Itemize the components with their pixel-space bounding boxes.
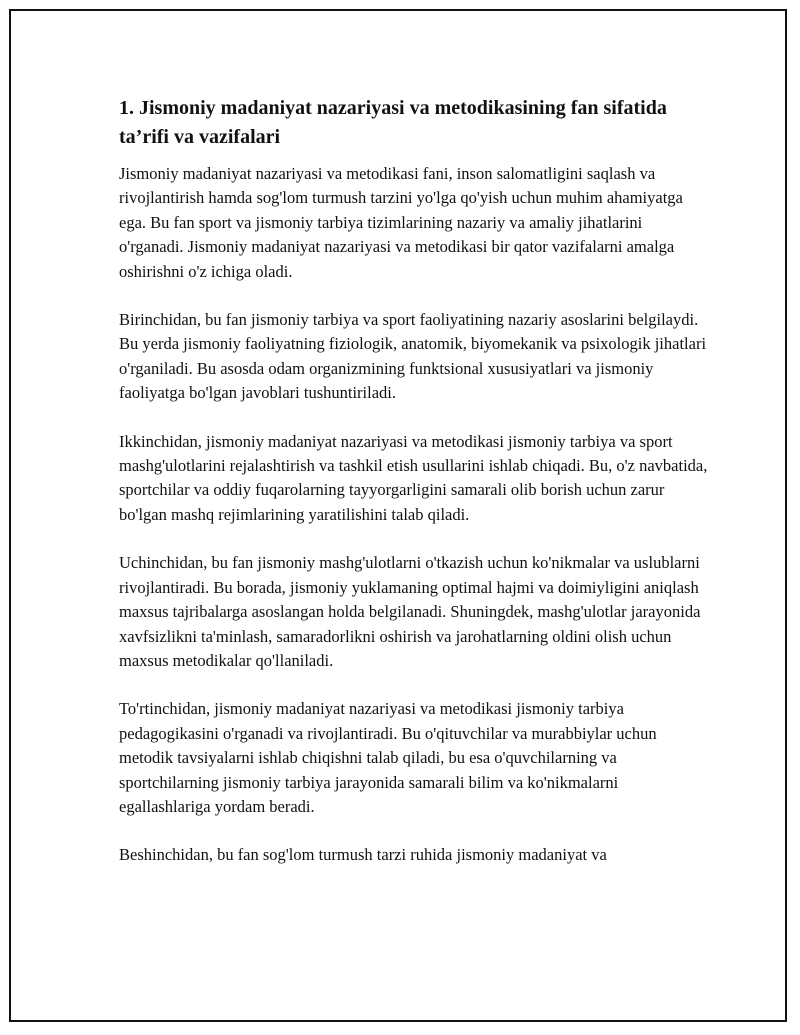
page-frame: [9, 9, 787, 1022]
paragraph-fifth: Beshinchidan, bu fan sog'lom turmush tarzi ruhida jismoniy madaniyat va: [119, 845, 607, 865]
paragraph-fourth: To'rtinchidan, jismoniy madaniyat nazariyasi va metodikasi jismoniy tarbiya pedagogikasini o'rganadi va rivojlantiradi. Bu o'qituvchilar va murabbiylar uchun metodik tavsiyalarni ishlab chiqishni talab qiladi, bu esa o'quvchilarning va sportchilarning jismoniy tarbiya jarayonida samarali bilim va ko'nikmalarni egallashlariga yordam beradi.: [119, 699, 657, 816]
paragraph-third: Uchinchidan, bu fan jismoniy mashg'ulotlarni o'tkazish uchun ko'nikmalar va uslublarni rivojlantiradi. Bu borada, jismoniy yuklamaning optimal hajmi va doimiyligini aniqlash maxsus tajribalarga asoslangan holda belgilanadi. Shuningdek, mashg'ulotlar jarayonida xavfsizlikni ta'minlash, samaradorlikni oshirish va jarohatlarning oldini olish uchun maxsus metodikalar qo'llaniladi.: [119, 553, 701, 670]
section-heading: 1. Jismoniy madaniyat nazariyasi va metodikasining fan sifatida ta’rifi va vazifalari: [119, 97, 667, 148]
paragraph-second: Ikkinchidan, jismoniy madaniyat nazariyasi va metodikasi jismoniy tarbiya va sport mashg'ulotlarini rejalashtirish va tashkil etish usullarini ishlab chiqadi. Bu, o'z navbatida, sportchilar va oddiy fuqarolarning tayyorgarligini samarali olib borish uchun zarur bo'lgan mashq rejimlarining yaratilishini talab qiladi.: [119, 431, 708, 524]
paragraph-intro: Jismoniy madaniyat nazariyasi va metodikasi fani, inson salomatligini saqlash va rivojlantirish hamda sog'lom turmush tarzini yo'lga qo'yish uchun muhim ahamiyatga ega. Bu fan sport va jismoniy tarbiya tizimlarining nazariy va amaliy jihatlarini o'rganadi. Jismoniy madaniyat nazariyasi va metodikasi bir qator vazifalarni amalga oshirishni o'z ichiga oladi.: [119, 164, 683, 281]
paragraph-first: Birinchidan, bu fan jismoniy tarbiya va sport faoliyatining nazariy asoslarini belgilaydi. Bu yerda jismoniy faoliyatning fiziologik, anatomik, biyomekanik va psixologik jihatlari o'rganiladi. Bu asosda odam organizmining funktsional xususiyatlari va jismoniy faoliyatga bo'lgan javoblari tushuntiriladi.: [119, 310, 707, 403]
document-body: [119, 94, 709, 892]
